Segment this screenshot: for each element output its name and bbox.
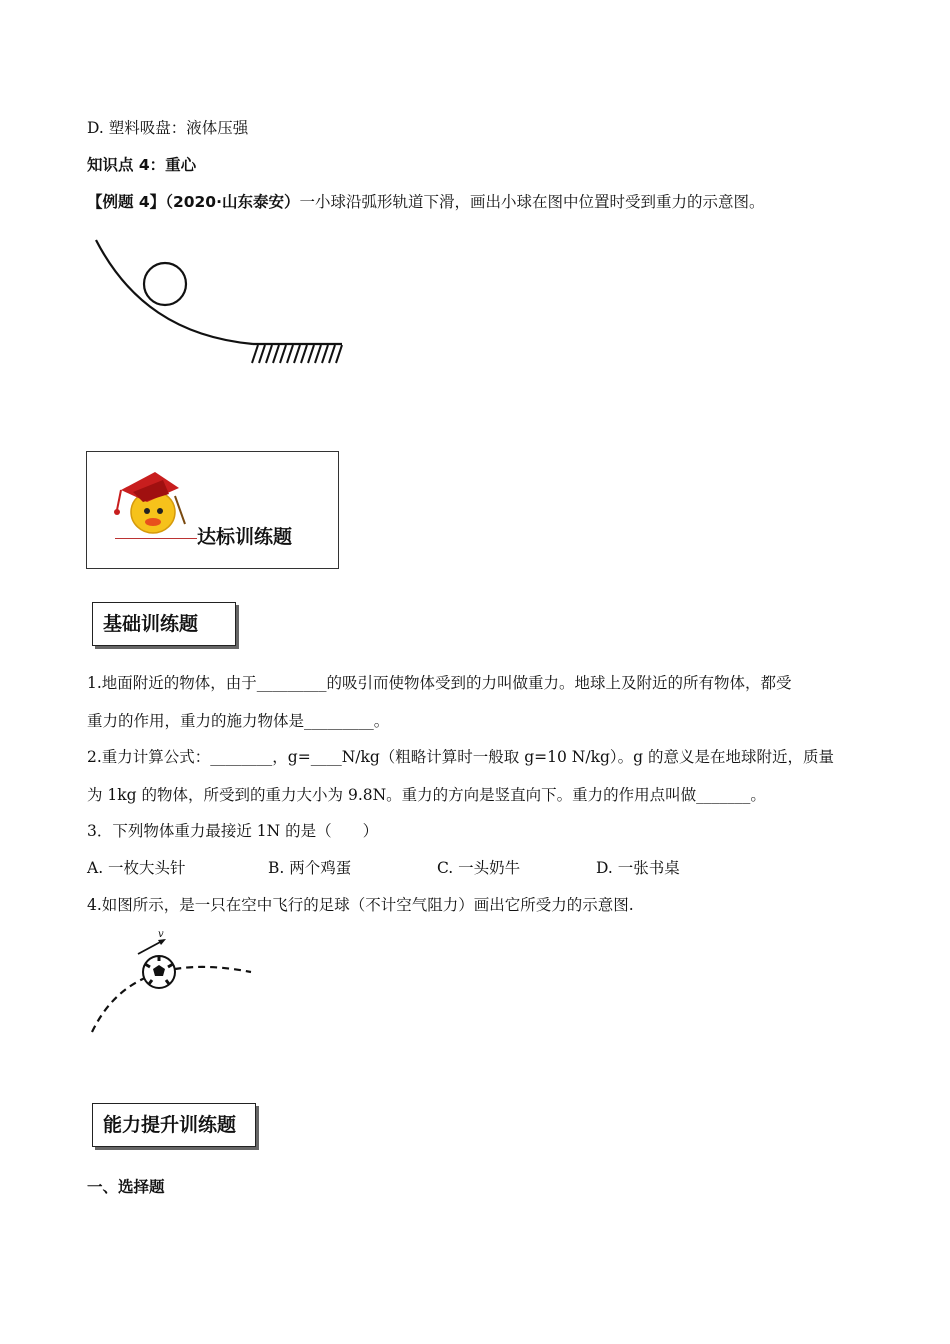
question-1-line-1: 1.地面附近的物体，由于_________的吸引而使物体受到的力叫做重力。地球上及附近的所有物体，都受 [87, 674, 792, 692]
example-text: 一小球沿弧形轨道下滑，画出小球在图中位置时受到重力的示意图。 [299, 193, 765, 211]
ground-hatching [252, 345, 342, 363]
option-a: A. 一枚大头针 [87, 859, 186, 877]
banner-underline [115, 538, 197, 539]
ball [144, 263, 186, 305]
velocity-label: v [158, 929, 164, 940]
question-1-line-2: 重力的作用，重力的施力物体是_________。 [87, 712, 390, 730]
example-tag: 【例题 4】 [87, 193, 166, 211]
section-heading: 一、选择题 [87, 1178, 165, 1196]
example-4 [87, 191, 764, 213]
option-d: D. 一张书桌 [596, 859, 680, 877]
training-banner [86, 451, 339, 569]
question-3: 3．下列物体重力最接近 1N 的是（ ） [87, 822, 379, 840]
option-b: B. 两个鸡蛋 [268, 859, 352, 877]
example-source: （2020·山东泰安） [165, 193, 300, 211]
question-2-line-1: 2.重力计算公式：________，g=____N/kg（粗略计算时一般取 g=10 N/kg）。g 的意义是在地球附近，质量 [87, 748, 834, 766]
football-figure [88, 928, 256, 1038]
question-2-line-2: 为 1kg 的物体，所受到的重力大小为 9.8N。重力的方向是竖直向下。重力的作用点叫做_______。 [87, 786, 766, 804]
banner-title: 达标训练题 [197, 526, 293, 548]
curved-track-figure [88, 232, 348, 372]
mascot-icon [103, 466, 193, 538]
football-icon [143, 956, 175, 988]
option-c: C. 一头奶牛 [437, 859, 521, 877]
knowledge-point-heading: 知识点 4：重心 [87, 156, 197, 174]
option-d: D. 塑料吸盘：液体压强 [87, 119, 249, 137]
advanced-training-box: 能力提升训练题 [92, 1103, 256, 1147]
question-4: 4.如图所示，是一只在空中飞行的足球（不计空气阻力）画出它所受力的示意图. [87, 896, 634, 914]
basic-training-box: 基础训练题 [92, 602, 236, 646]
